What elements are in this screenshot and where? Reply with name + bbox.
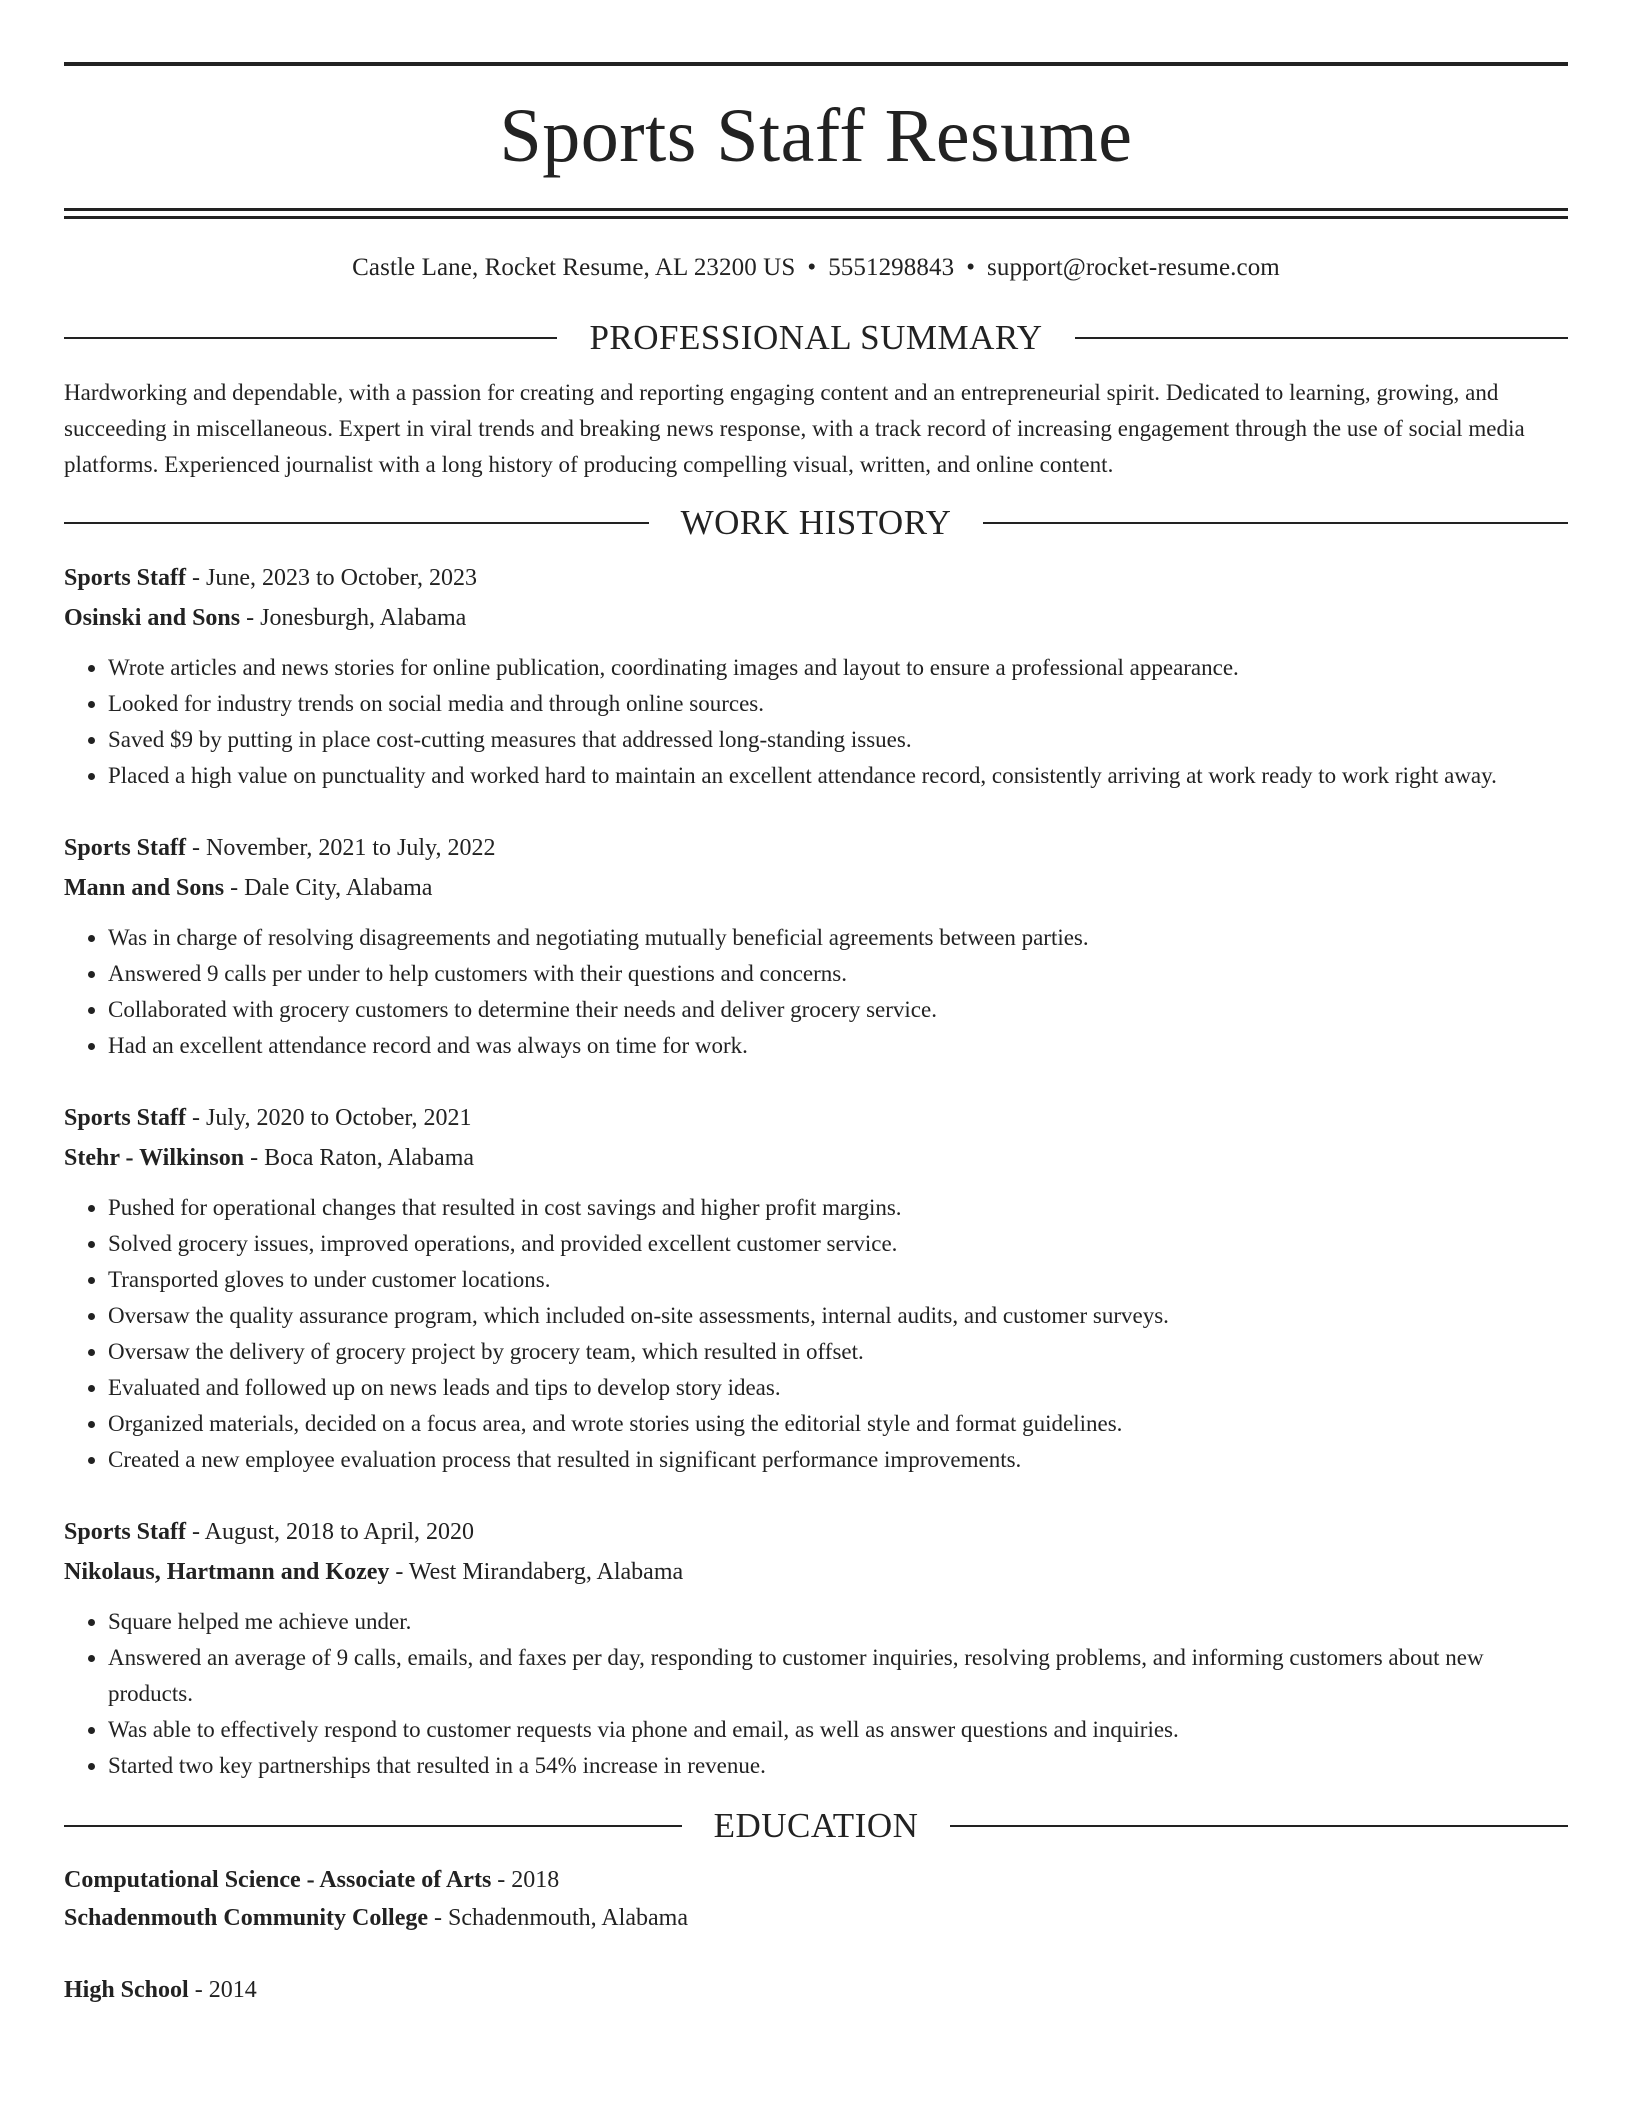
job-company-line — [64, 598, 1568, 638]
education-year: - 2014 — [188, 1977, 257, 2003]
job-bullets — [64, 650, 1568, 794]
list-item: • Saved $9 by putting in place cost-cutting measures that addressed long-standing issues. — [108, 722, 1568, 758]
job-title-line — [64, 1512, 1568, 1552]
job-entry — [64, 558, 1568, 794]
list-item: • Had an excellent attendance record and was always on time for work. — [108, 1028, 1568, 1064]
heading-rule-left — [64, 1825, 682, 1827]
education-school: Schadenmouth Community College — [64, 1905, 429, 1931]
list-item: • Transported gloves to under customer locations. — [108, 1262, 1568, 1298]
contact-separator: • — [966, 254, 976, 281]
job-company: Osinski and Sons — [64, 605, 241, 631]
list-item: • Created a new employee evaluation process that resulted in significant performance improvements. — [108, 1442, 1568, 1478]
job-bullets — [64, 920, 1568, 1064]
job-location: - Jonesburgh, Alabama — [240, 605, 467, 631]
job-bullets — [64, 1604, 1568, 1784]
job-title: Sports Staff — [64, 1519, 187, 1545]
list-item: • Started two key partnerships that resulted in a 54% increase in revenue. — [108, 1748, 1568, 1784]
section-title: PROFESSIONAL SUMMARY — [589, 318, 1043, 357]
list-item: • Wrote articles and news stories for online publication, coordinating images and layout to ensure a professional appearance. — [108, 650, 1568, 686]
top-rule — [64, 62, 1568, 66]
heading-rule-right — [1075, 337, 1568, 339]
education-year: - 2018 — [491, 1867, 560, 1893]
job-title-line — [64, 558, 1568, 598]
job-title: Sports Staff — [64, 835, 187, 861]
job-dates: - November, 2021 to July, 2022 — [186, 835, 496, 861]
job-title-line — [64, 1098, 1568, 1138]
section-title: WORK HISTORY — [680, 503, 952, 542]
contact-separator: • — [807, 254, 817, 281]
list-item: • Was able to effectively respond to customer requests via phone and email, as well as answer questions and inquiries. — [108, 1712, 1568, 1748]
education-entry — [64, 1861, 1568, 1937]
list-item: • Solved grocery issues, improved operations, and provided excellent customer service. — [108, 1226, 1568, 1262]
list-item: • Was in charge of resolving disagreements and negotiating mutually beneficial agreements between parties. — [108, 920, 1568, 956]
list-item: • Organized materials, decided on a focus area, and wrote stories using the editorial style and format guidelines. — [108, 1406, 1568, 1442]
education-school-line — [64, 1899, 1568, 1937]
job-bullets — [64, 1190, 1568, 1478]
list-item: • Oversaw the quality assurance program, which included on-site assessments, internal audits, and customer surveys. — [108, 1298, 1568, 1334]
title-double-rule — [64, 208, 1568, 219]
job-entry — [64, 1512, 1568, 1784]
heading-rule-right — [983, 522, 1568, 524]
job-company: Nikolaus, Hartmann and Kozey — [64, 1559, 390, 1585]
list-item: • Looked for industry trends on social media and through online sources. — [108, 686, 1568, 722]
heading-rule-left — [64, 522, 649, 524]
list-item: • Square helped me achieve under. — [108, 1604, 1568, 1640]
job-company-line — [64, 868, 1568, 908]
section-heading-education — [64, 1808, 1568, 1843]
job-dates: - August, 2018 to April, 2020 — [186, 1519, 475, 1545]
job-company-line — [64, 1552, 1568, 1592]
job-location: - Boca Raton, Alabama — [244, 1145, 475, 1171]
job-dates: - July, 2020 to October, 2021 — [186, 1105, 472, 1131]
job-title-line — [64, 828, 1568, 868]
contact-line — [64, 255, 1568, 280]
heading-rule-left — [64, 337, 557, 339]
contact-address: Castle Lane, Rocket Resume, AL 23200 US — [352, 254, 796, 281]
job-dates: - June, 2023 to October, 2023 — [186, 565, 478, 591]
list-item: • Placed a high value on punctuality and worked hard to maintain an excellent attendance record, consistently arriving at work ready to work right away. — [108, 758, 1568, 794]
summary-text: Hardworking and dependable, with a passion for creating and reporting engaging content and an entrepreneurial spirit. Dedicated to learning, growing, and succeeding in miscellaneous. Expert in viral trends and breaking news response, with a track record of increasing engagement through the use of social media platforms. Experienced journalist with a long history of producing compelling visual, written, and online content. — [64, 380, 1525, 477]
education-degree-line — [64, 1861, 1568, 1899]
job-company: Mann and Sons — [64, 875, 225, 901]
job-title: Sports Staff — [64, 1105, 187, 1131]
list-item: • Pushed for operational changes that resulted in cost savings and higher profit margins. — [108, 1190, 1568, 1226]
job-location: - Dale City, Alabama — [224, 875, 433, 901]
education-location: - Schadenmouth, Alabama — [428, 1905, 688, 1931]
page-title: Sports Staff Resume — [499, 94, 1133, 178]
education-degree-line — [64, 1971, 1568, 2009]
job-company: Stehr - Wilkinson — [64, 1145, 245, 1171]
job-location: - West Mirandaberg, Alabama — [389, 1559, 684, 1585]
job-entry — [64, 828, 1568, 1064]
list-item: • Oversaw the delivery of grocery project by grocery team, which resulted in offset. — [108, 1334, 1568, 1370]
list-item: • Evaluated and followed up on news leads and tips to develop story ideas. — [108, 1370, 1568, 1406]
section-title: EDUCATION — [713, 1806, 919, 1845]
education-degree: Computational Science - Associate of Arts — [64, 1867, 492, 1893]
job-entry — [64, 1098, 1568, 1478]
contact-phone: 5551298843 — [828, 254, 955, 281]
list-item: • Answered 9 calls per under to help customers with their questions and concerns. — [108, 956, 1568, 992]
section-heading-summary — [64, 320, 1568, 355]
contact-email: support@rocket-resume.com — [987, 254, 1280, 281]
job-company-line — [64, 1138, 1568, 1178]
section-heading-work-history — [64, 505, 1568, 540]
education-entry — [64, 1971, 1568, 2009]
education-degree: High School — [64, 1977, 189, 2003]
job-title: Sports Staff — [64, 565, 187, 591]
list-item: • Collaborated with grocery customers to determine their needs and deliver grocery service. — [108, 992, 1568, 1028]
heading-rule-right — [950, 1825, 1568, 1827]
list-item: • Answered an average of 9 calls, emails, and faxes per day, responding to customer inquiries, resolving problems, and informing customers about new products. — [108, 1640, 1568, 1712]
